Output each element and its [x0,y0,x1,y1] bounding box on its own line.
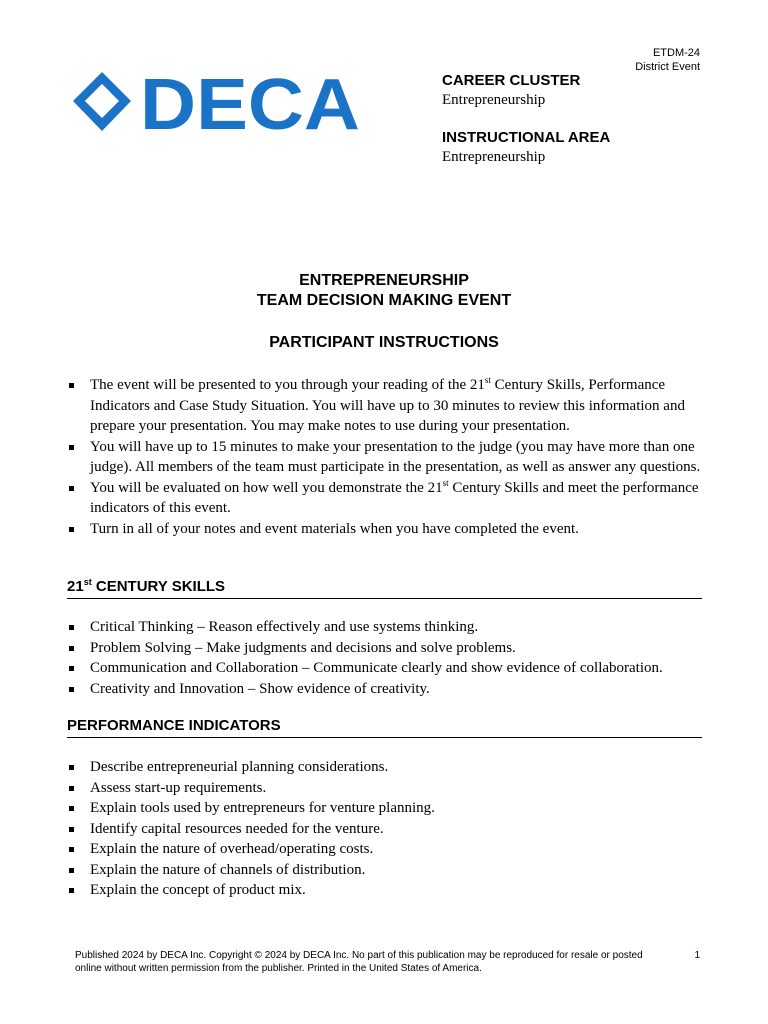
indicators-list [67,757,707,901]
bullet-icon [69,625,74,630]
event-title-line-2: TEAM DECISION MAKING EVENT [256,292,512,309]
bullet-icon [69,527,74,532]
list-item: Describe entrepreneurial planning considerations. [67,757,707,778]
list-item: You will have up to 15 minutes to make your presentation to the judge (you may have more than one judge). All members of the team must participate in the presentation, as well as answer any questions. [67,437,707,478]
title-block [0,271,768,353]
event-code: ETDM-24 [652,47,700,59]
list-item: Explain tools used by entrepreneurs for venture planning. [67,798,707,819]
cluster-block [442,72,702,186]
bullet-icon [69,847,74,852]
event-level: District Event [635,61,700,73]
bullet-icon [69,806,74,811]
list-item: Critical Thinking – Reason effectively and use systems thinking. [67,617,707,638]
instructions-list [67,375,707,539]
deca-logo [72,71,372,137]
list-item: Explain the nature of channels of distribution. [67,860,707,881]
instructional-area-label: INSTRUCTIONAL AREA [442,129,611,146]
bullet-icon [69,486,74,491]
career-cluster-value: Entrepreneurship [442,92,546,108]
skills-list [67,617,707,699]
bullet-icon [69,383,74,388]
bullet-icon [69,687,74,692]
list-item: Explain the nature of overhead/operating costs. [67,839,707,860]
skills-section-heading: 21st CENTURY SKILLS [67,577,702,599]
list-item: You will be evaluated on how well you demonstrate the 21st Century Skills and meet the performance indicators of this event. [67,478,707,519]
bullet-icon [69,786,74,791]
participant-instructions-heading: PARTICIPANT INSTRUCTIONS [269,334,499,351]
bullet-icon [69,666,74,671]
bullet-icon [69,827,74,832]
event-title-line-1: ENTREPRENEURSHIP [299,272,469,289]
bullet-icon [69,888,74,893]
logo-wordmark: DECA [140,71,360,137]
bullet-icon [69,445,74,450]
list-item: Creativity and Innovation – Show evidence of creativity. [67,679,707,700]
list-item: Problem Solving – Make judgments and decisions and solve problems. [67,638,707,659]
diamond-icon [73,72,131,131]
bullet-icon [69,868,74,873]
list-item: Identify capital resources needed for the venture. [67,819,707,840]
event-code-block [635,46,700,74]
bullet-icon [69,646,74,651]
career-cluster-label: CAREER CLUSTER [442,72,581,89]
list-item: Assess start-up requirements. [67,778,707,799]
list-item: Explain the concept of product mix. [67,880,707,901]
list-item: The event will be presented to you through your reading of the 21st Century Skills, Performance Indicators and Case Study Situation. You will have up to 30 minutes to review this information and prepare your presentation. You may make notes to use during your presentation. [67,375,707,437]
list-item: Communication and Collaboration – Communicate clearly and show evidence of collaboration. [67,658,707,679]
copyright-footer: Published 2024 by DECA Inc. Copyright © 2024 by DECA Inc. No part of this publication may be reproduced for resale or posted online without written permission from the publisher. Printed in the United States of America. [75,950,643,974]
list-item: Turn in all of your notes and event materials when you have completed the event. [67,519,707,540]
indicators-section-heading: PERFORMANCE INDICATORS [67,716,702,738]
instructional-area-value: Entrepreneurship [442,149,546,165]
page-number: 1 [694,950,700,961]
bullet-icon [69,765,74,770]
